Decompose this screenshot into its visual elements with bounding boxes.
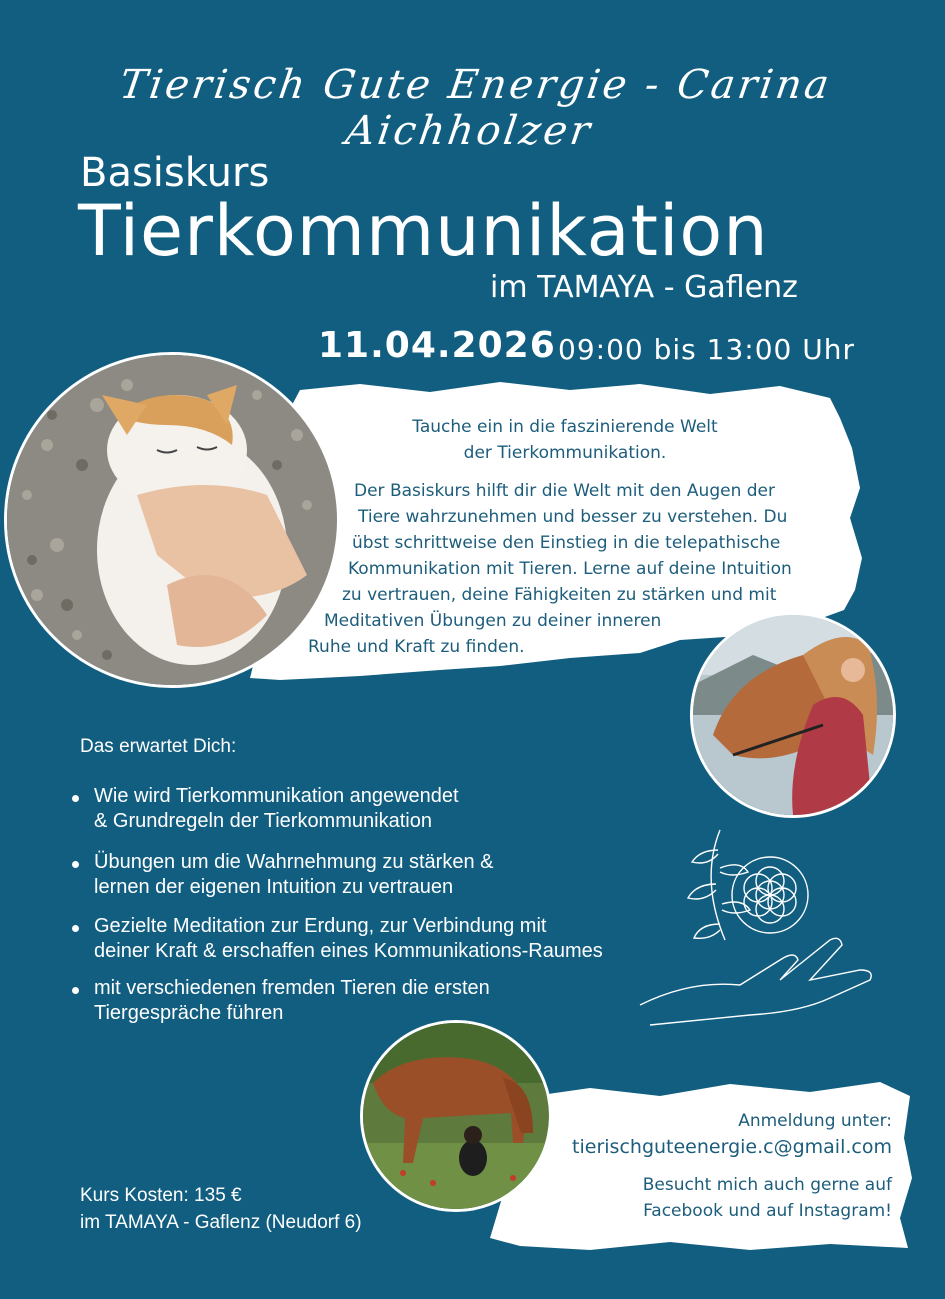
bullet-icon xyxy=(72,861,79,868)
pricing-block xyxy=(80,1182,362,1236)
list-item-line1: mit verschiedenen fremden Tieren die ersten xyxy=(94,977,490,999)
course-cost: Kurs Kosten: 135 € xyxy=(80,1185,242,1206)
bullet-icon xyxy=(72,987,79,994)
list-item-line2: deiner Kraft & erschaffen eines Kommunikations-Raumes xyxy=(94,940,603,962)
course-venue: im TAMAYA - Gaflenz (Neudorf 6) xyxy=(80,1212,362,1233)
bullet-icon xyxy=(72,795,79,802)
intro-heading-line2: der Tierkommunikation. xyxy=(463,443,667,463)
intro-heading xyxy=(360,414,770,466)
intro-line: Kommunikation mit Tieren. Lerne auf deine Intuition xyxy=(348,559,792,579)
list-item-text xyxy=(94,784,459,834)
list-item-line2: Tiergespräche führen xyxy=(94,1002,284,1024)
intro-heading-line1: Tauche ein in die faszinierende Welt xyxy=(412,417,718,437)
brand-script-title: Tierisch Gute Energie - Carina Aichholzer xyxy=(116,62,835,154)
horse-meadow-photo xyxy=(360,1020,552,1212)
course-subtitle: Basiskurs xyxy=(80,150,270,196)
list-item-text xyxy=(94,976,490,1026)
course-title: Tierkommunikation xyxy=(78,190,769,272)
list-item-line2: lernen der eigenen Intuition zu vertrauen xyxy=(94,876,454,898)
flower-of-life-hand-icon xyxy=(630,820,900,1040)
contact-block xyxy=(530,1108,892,1224)
list-item-text xyxy=(94,850,493,900)
intro-line: Meditativen Übungen zu deiner inneren xyxy=(324,611,662,631)
intro-line: Der Basiskurs hilft dir die Welt mit den Augen der xyxy=(354,481,775,501)
cat-photo xyxy=(4,352,340,688)
social-line2: Facebook und auf Instagram! xyxy=(643,1201,892,1221)
course-date: 11.04.2026 xyxy=(318,325,556,366)
list-item-text xyxy=(94,914,603,964)
course-location: im TAMAYA - Gaflenz xyxy=(490,270,798,305)
list-item-line1: Übungen um die Wahrnehmung zu stärken & xyxy=(94,851,494,873)
intro-line: übst schrittweise den Einstieg in die telepathische xyxy=(352,533,781,553)
contact-email[interactable]: tierischguteenergie.c@gmail.com xyxy=(572,1136,892,1158)
expect-heading: Das erwartet Dich: xyxy=(80,736,237,757)
bullet-icon xyxy=(72,925,79,932)
list-item-line1: Gezielte Meditation zur Erdung, zur Verbindung mit xyxy=(94,915,547,937)
list-item-line2: & Grundregeln der Tierkommunikation xyxy=(94,810,432,832)
intro-line: Tiere wahrzunehmen und besser zu verstehen. Du xyxy=(358,507,788,527)
intro-line: Ruhe und Kraft zu finden. xyxy=(308,637,525,657)
contact-label: Anmeldung unter: xyxy=(738,1111,892,1131)
list-item-line1: Wie wird Tierkommunikation angewendet xyxy=(94,785,459,807)
course-time: 09:00 bis 13:00 Uhr xyxy=(558,333,855,366)
social-line1: Besucht mich auch gerne auf xyxy=(642,1175,892,1195)
intro-line: zu vertrauen, deine Fähigkeiten zu stärken und mit xyxy=(342,585,777,605)
horse-hug-photo xyxy=(690,612,896,818)
